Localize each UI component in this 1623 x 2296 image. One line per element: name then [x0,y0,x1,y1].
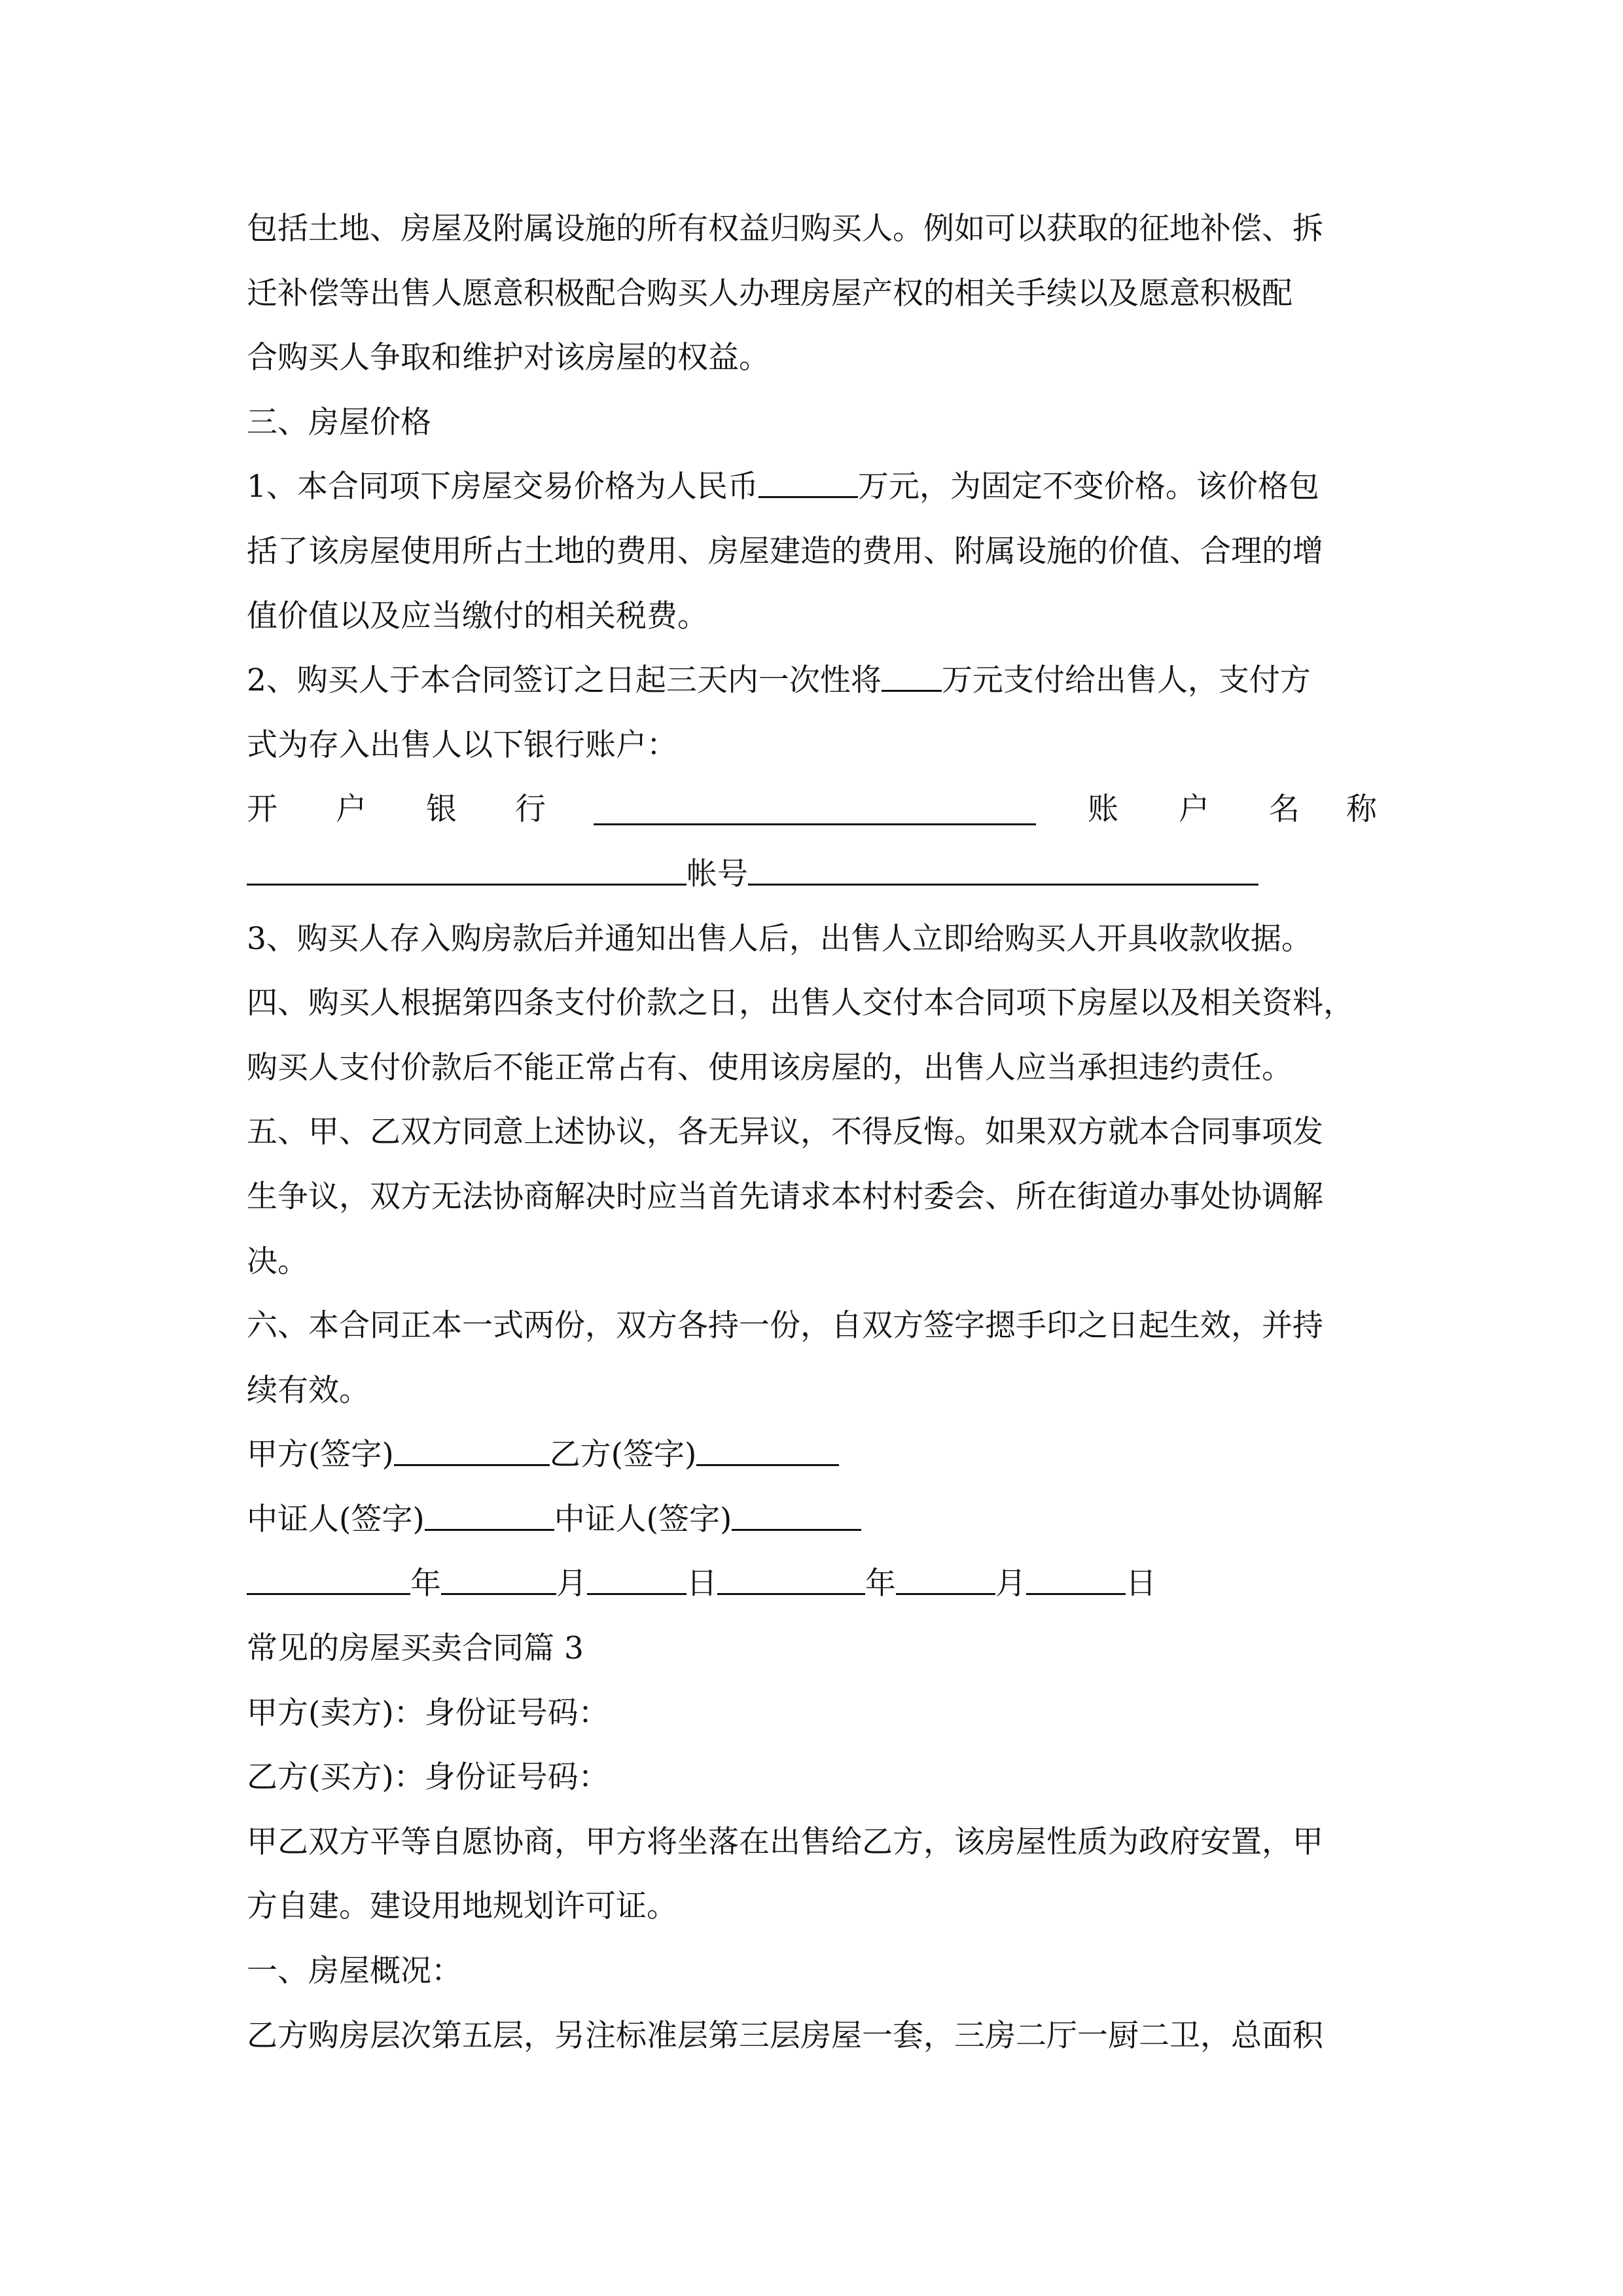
account-name-char: 称 [1346,791,1377,828]
text-line: 方自建。建设用地规划许可证。 [247,1888,677,1925]
year-label: 年 [865,1566,896,1602]
text-line: 括了该房屋使用所占土地的费用、房屋建造的费用、附属设施的价值、合理的增 [247,533,1323,569]
clause-1-text-b: 万元，为固定不变价格。该价格包 [857,469,1319,505]
month-label: 月 [995,1566,1026,1602]
clause-2-line-1 [247,649,1378,713]
account-name-char: 账 [1088,791,1118,828]
party-b-signature-label: 乙方(签字) [549,1437,697,1473]
witness-1-signature-label: 中证人(签字) [247,1501,425,1537]
account-number-label: 帐号 [687,855,748,892]
witness-2-signature-field[interactable] [732,1490,861,1531]
account-name-char: 名 [1269,791,1300,828]
date-row [247,1552,1378,1617]
text-line: 五、甲、乙双方同意上述协议，各无异议，不得反悔。如果双方就本合同事项发 [247,1114,1323,1151]
text-line: 四、购买人根据第四条支付价款之日，出售人交付本合同项下房屋以及相关资料， [247,985,1354,1022]
payment-blank-field[interactable] [882,651,942,692]
text-line: 甲乙双方平等自愿协商，甲方将坐落在出售给乙方，该房屋性质为政府安置，甲 [247,1823,1323,1860]
text-line: 包括土地、房屋及附属设施的所有权益归购买人。例如可以获取的征地补偿、拆 [247,211,1323,247]
date-1-month-field[interactable] [441,1554,556,1595]
section-heading-price: 三、房屋价格 [247,404,431,440]
text-line: 续有效。 [247,1372,370,1408]
text-line: 生争议，双方无法协商解决时应当首先请求本村村委会、所在街道办事处协调解 [247,1178,1323,1215]
text-line: 式为存入出售人以下银行账户： [247,726,677,763]
clause-2-text-b: 万元支付给出售人，支付方 [941,662,1311,699]
date-1-year-field[interactable] [247,1554,410,1595]
account-name-blank-field[interactable] [247,844,687,886]
party-a-signature-field[interactable] [394,1425,550,1466]
date-2-day-field[interactable] [1026,1554,1126,1595]
bank-label-char: 行 [515,791,546,828]
signature-row-witnesses [247,1488,1378,1552]
text-line: 合购买人争取和维护对该房屋的权益。 [247,340,770,376]
clause-1-text-a: 1、本合同项下房屋交易价格为人民币 [247,469,758,505]
clause-1-line-1 [247,455,1378,520]
signature-row-parties [247,1423,1378,1488]
document-page [247,197,1378,2068]
day-label: 日 [687,1566,717,1602]
month-label: 月 [556,1566,587,1602]
part-3-title: 常见的房屋买卖合同篇 3 [247,1630,584,1667]
account-number-row [247,842,1378,907]
year-label: 年 [410,1566,441,1602]
party-b-id-line: 乙方(买方)：身份证号码： [247,1759,609,1796]
account-number-blank-field[interactable] [748,844,1258,886]
section-heading-overview: 一、房屋概况： [247,1953,462,1990]
party-b-signature-field[interactable] [696,1425,839,1466]
bank-label-char: 户 [336,791,366,828]
text-line: 乙方购房层次第五层，另注标准层第三层房屋一套，三房二厅一厨二卫，总面积 [247,2017,1323,2054]
party-a-id-line: 甲方(卖方)：身份证号码： [247,1695,609,1731]
text-line: 值价值以及应当缴付的相关税费。 [247,598,708,634]
date-1-day-field[interactable] [587,1554,687,1595]
party-a-signature-label: 甲方(签字) [247,1437,394,1473]
witness-2-signature-label: 中证人(签字) [554,1501,732,1537]
account-name-char: 户 [1179,791,1209,828]
text-line: 迁补偿等出售人愿意积极配合购买人办理房屋产权的相关手续以及愿意积极配 [247,275,1293,312]
day-label: 日 [1126,1566,1156,1602]
text-line: 六、本合同正本一式两份，双方各持一份，自双方签字摁手印之日起生效，并持 [247,1308,1323,1344]
witness-1-signature-field[interactable] [425,1490,554,1531]
text-line: 决。 [247,1243,308,1280]
clause-3: 3、购买人存入购房款后并通知出售人后，出售人立即给购买人开具收款收据。 [247,920,1312,957]
bank-name-blank-field[interactable] [594,784,1036,825]
text-line: 购买人支付价款后不能正常占有、使用该房屋的，出售人应当承担违约责任。 [247,1049,1293,1086]
price-blank-field[interactable] [758,457,858,498]
date-2-year-field[interactable] [717,1554,865,1595]
bank-label-char: 银 [426,791,457,828]
clause-2-text-a: 2、购买人于本合同签订之日起三天内一次性将 [247,662,882,699]
date-2-month-field[interactable] [896,1554,995,1595]
bank-row [247,778,1378,842]
bank-label-char: 开 [247,791,277,828]
